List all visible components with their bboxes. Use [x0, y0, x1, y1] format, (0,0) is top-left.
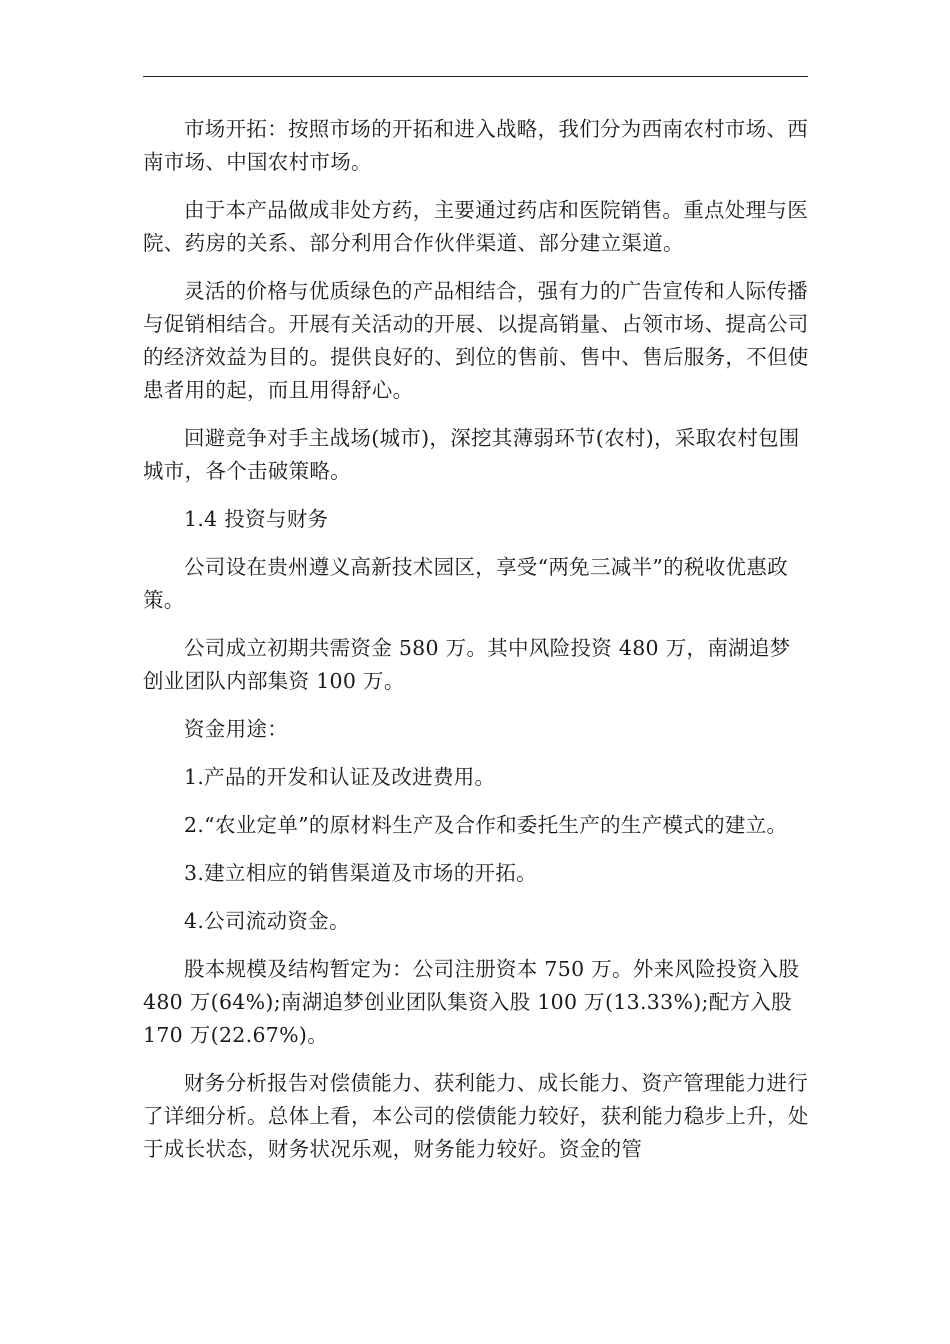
header-rule [143, 76, 808, 77]
paragraph-company-location: 公司设在贵州遵义高新技术园区，享受“两免三减半”的税收优惠政策。 [143, 555, 788, 612]
list-item-fund-usage-4: 4.公司流动资金。 [184, 909, 350, 933]
paragraph-financial-analysis: 财务分析报告对偿债能力、获利能力、成长能力、资产管理能力进行了详细分析。总体上看，本公司的偿债能力较好，获利能力稳步上升，处于成长状态，财务状况乐观，财务能力较好。资金的管 [143, 1071, 809, 1161]
paragraph-equity-structure: 股本规模及结构暂定为：公司注册资本 750 万。外来风险投资入股 480 万(64%);南湖追梦创业团队集资入股 100 万(13.33%);配方入股 170 万(22.67%)。 [143, 957, 800, 1047]
list-item-fund-usage-3: 3.建立相应的销售渠道及市场的开拓。 [184, 861, 537, 885]
paragraph-fund-usage-label: 资金用途： [184, 717, 288, 741]
paragraph-competition-strategy: 回避竞争对手主战场(城市)，深挖其薄弱环节(农村)，采取农村包围城市，各个击破策略。 [143, 426, 800, 483]
list-item-fund-usage-1: 1.产品的开发和认证及改进费用。 [184, 765, 496, 789]
paragraph-market-expansion: 市场开拓：按照市场的开拓和进入战略，我们分为西南农村市场、西南市场、中国农村市场。 [143, 117, 808, 174]
paragraph-sales-channels: 由于本产品做成非处方药，主要通过药店和医院销售。重点处理与医院、药房的关系、部分利用合作伙伴渠道、部分建立渠道。 [143, 198, 808, 255]
paragraph-initial-funding: 公司成立初期共需资金 580 万。其中风险投资 480 万，南湖追梦创业团队内部集资 100 万。 [143, 636, 791, 693]
list-item-fund-usage-2: 2.“农业定单”的原材料生产及合作和委托生产的生产模式的建立。 [184, 813, 788, 837]
document-body [143, 113, 811, 1181]
paragraph-pricing-promotion: 灵活的价格与优质绿色的产品相结合，强有力的广告宣传和人际传播与促销相结合。开展有关活动的开展、以提高销量、占领市场、提高公司的经济效益为目的。提供良好的、到位的售前、售中、售后服务，不但使患者用的起，而且用得舒心。 [143, 279, 809, 402]
section-heading-investment-finance: 1.4 投资与财务 [184, 507, 329, 531]
